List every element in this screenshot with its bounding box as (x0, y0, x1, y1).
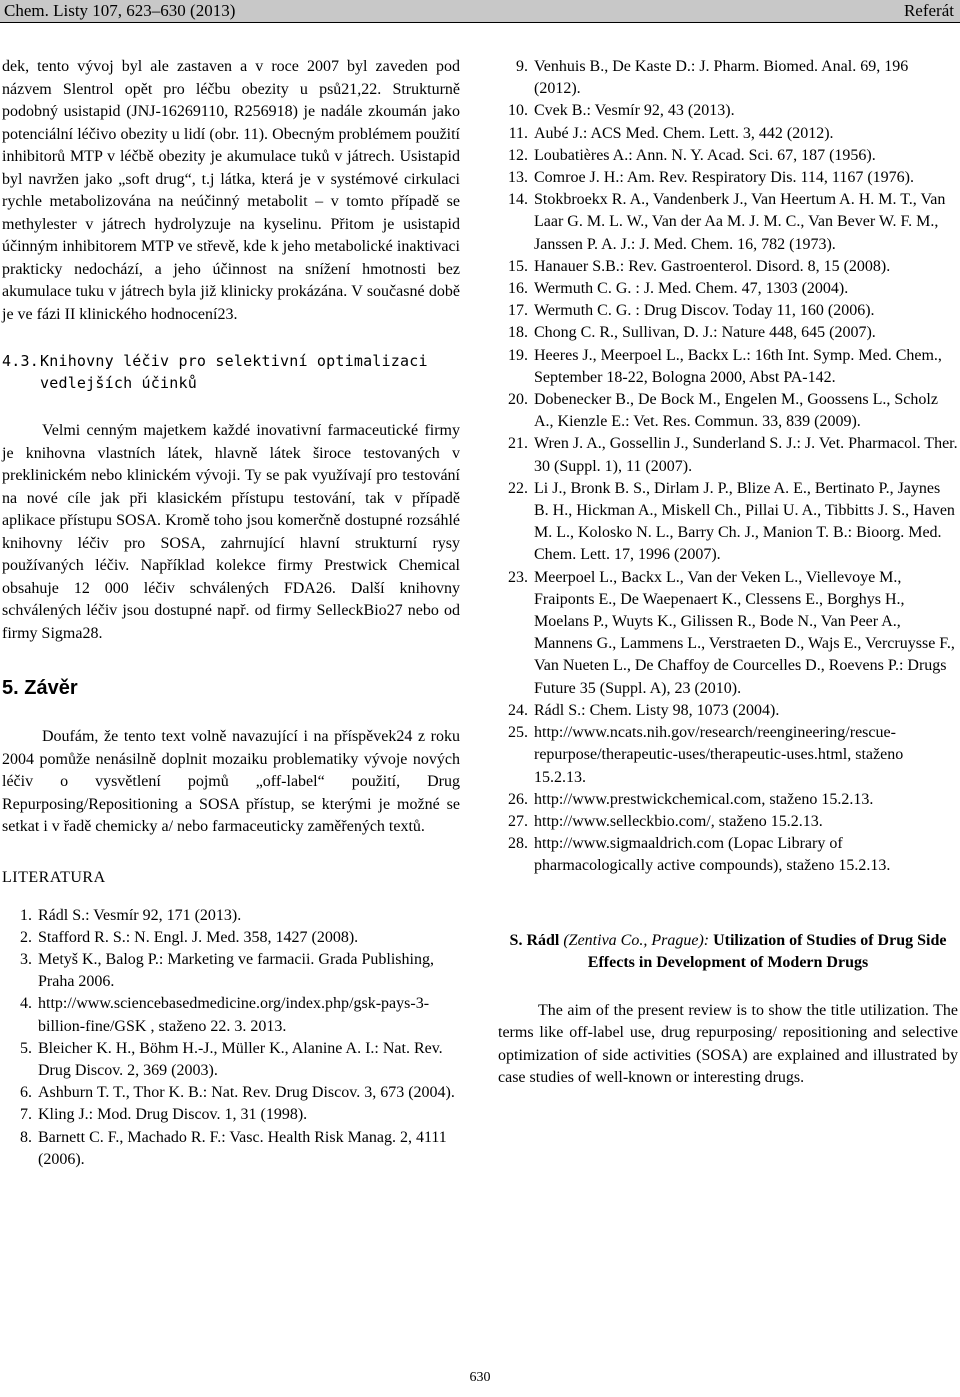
body-paragraph-continued: dek, tento vývoj byl ale zastaven a v roce 2007 byl zaveden pod názvem Slentrol opět pro léčbu obezity u psů21,22. Strukturně podobný usistapid (JNJ-16269110, R256918) je nadále zkoumán jako potenciální léčivo obezity u lidí (obr. 11). Obecným problémem použití inhibitorů MTP v léčbě obezity je akumulace tuků v játrech. Usistapid byl navržen jako „soft drug“, t.j látka, která je v systémové cirkulaci rychle metabolizována na neúčinný metabolit – v tomto případě se methylester v játrech hydrolyzuje na kyselinu. Přitom je usistapid účinným inhibitorem MTP ve střevě, kde k jeho metabolické inaktivaci prakticky nedochází, a jeho účinnost na snížení hmotnosti bez akumulace tuku v játrech byla již klinicky prokázána. V současné době je ve fázi II klinického hodnocení23. (2, 58, 460, 323)
reference-number: 20. (508, 391, 528, 409)
reference-text: Chong C. R., Sullivan, D. J.: Nature 448, 645 (2007). (534, 324, 876, 342)
reference-number: 8. (20, 1128, 32, 1146)
reference-item (498, 433, 958, 477)
reference-number: 6. (20, 1084, 32, 1102)
reference-text: http://www.sigmaaldrich.com (Lopac Library of pharmacologically active compounds), staženo 15.2.13. (534, 835, 891, 875)
section-heading-4-3 (2, 350, 460, 394)
reference-list-left (2, 905, 460, 1171)
reference-item (498, 789, 958, 811)
reference-text: http://www.selleckbio.com/, staženo 15.2.13. (534, 812, 823, 830)
reference-item (2, 927, 460, 949)
reference-text: Rádl S.: Chem. Listy 98, 1073 (2004). (534, 701, 780, 719)
reference-number: 1. (20, 906, 32, 924)
reference-number: 18. (508, 324, 528, 342)
conclusion-heading: 5. Závěr (2, 677, 78, 699)
summary-author: S. Rádl (509, 931, 560, 949)
page-number: 630 (469, 1370, 491, 1385)
reference-item (498, 722, 958, 789)
reference-text: Stokbroekx R. A., Vandenberk J., Van Heertum A. H. M. T., Van Laar G. M. L. W., Van der Aa M. J. M. C., Van Bever W. F. M., Janssen P. A. J.: J. Med. Chem. 16, 782 (1973). (534, 191, 946, 253)
reference-item (498, 56, 958, 100)
reference-number: 23. (508, 568, 528, 586)
reference-text: Bleicher K. H., Böhm H.-J., Müller K., Alanine A. I.: Nat. Rev. Drug Discov. 2, 369 (2003). (38, 1039, 443, 1079)
journal-citation: Chem. Listy 107, 623–630 (2013) (4, 1, 236, 20)
reference-item (498, 811, 958, 833)
reference-item (498, 322, 958, 344)
reference-number: 28. (508, 835, 528, 853)
right-column (498, 56, 958, 1090)
reference-text: http://www.sciencebasedmedicine.org/index.php/gsk-pays-3-billion-fine/GSK , staženo 22. 3. 2013. (38, 995, 430, 1035)
reference-item (2, 905, 460, 927)
body-paragraph-libraries: Velmi cenným majetkem každé inovativní farmaceutické firmy je knihovna vlastních látek, hlavně látek široce testovaných v preklinickém nebo klinickém vývoji. Ty se pak využívají pro testování na nové cíle jak při klasickém přístupu testování, tak v případě aplikace přístupu SOSA. Kromě toho jsou komerčně dostupné rozsáhlé knihovny léčiv pro SOSA, zahrnující hlavní strukturní rysy používaných léčiv. Například kolekce firmy Prestwick Chemical obsahuje 12 000 léčiv schválených FDA26. Další knihovny schválených léčiv jsou dostupné např. od firmy SelleckBio27 nebo od firmy Sigma28. (2, 422, 460, 642)
reference-text: Rádl S.: Vesmír 92, 171 (2013). (38, 906, 242, 924)
article-type: Referát (903, 1, 954, 20)
reference-number: 19. (508, 346, 528, 364)
running-header (0, 0, 960, 23)
reference-number: 7. (20, 1106, 32, 1124)
summary-affiliation: (Zentiva Co., Prague): (563, 931, 710, 949)
reference-item (2, 1104, 460, 1126)
left-column (2, 56, 460, 1171)
reference-number: 13. (508, 169, 528, 187)
reference-number: 25. (508, 724, 528, 742)
reference-number: 16. (508, 280, 528, 298)
english-summary-heading (498, 930, 958, 974)
reference-text: Stafford R. S.: N. Engl. J. Med. 358, 1427 (2008). (38, 928, 359, 946)
reference-item (498, 189, 958, 256)
english-summary-text: The aim of the present review is to show the title utilization. The terms like off-label use, drug repurposing/ repositioning and selective optimization of side activities (SOSA) are explained and illustrated by case studies of well-known or interesting drugs. (498, 1001, 958, 1087)
reference-item (498, 567, 958, 700)
reference-number: 14. (508, 191, 528, 209)
reference-text: Venhuis B., De Kaste D.: J. Pharm. Biomed. Anal. 69, 196 (2012). (534, 58, 909, 98)
reference-text: Barnett C. F., Machado R. F.: Vasc. Health Risk Manag. 2, 4111 (2006). (38, 1128, 447, 1168)
reference-item (498, 145, 958, 167)
reference-text: Loubatières A.: Ann. N. Y. Acad. Sci. 67, 187 (1956). (534, 146, 876, 164)
reference-number: 3. (20, 950, 32, 968)
reference-text: Wermuth C. G. : J. Med. Chem. 47, 1303 (2004). (534, 280, 849, 298)
section-title-line2: vedlejších účinků (40, 374, 197, 392)
reference-number: 9. (516, 58, 528, 75)
body-paragraph-conclusion: Doufám, že tento text volně navazující i na příspěvek24 z roku 2004 pomůže nenásilně doplnit mozaiku problematiky vývoje nových léčiv o vysvětlení pojmů „off-label“ použití, Drug Repurposing/Repositioning a SOSA přístup, se kterými je možné se setkat i v řadě chemicky a/ nebo farmaceuticky zaměřených textů. (2, 728, 460, 835)
reference-text: Meerpoel L., Backx L., Van der Veken L., Viellevoye M., Fraiponts E., De Waepenaert K., Clessens E., Borghys H., Moelans P., Wuyts K., Gilissen R., Bode N., Van Peer A., Mannens G., Lammens L., Verstraeten D., Wajs E., Vercruysse F., Van Nueten L., De Chaffoy de Courcelles D., Roevens P.: Drugs Future 35 (Suppl. A), 23 (2010). (534, 568, 955, 697)
reference-item (498, 478, 958, 567)
reference-item (2, 1082, 460, 1104)
reference-text: Wren J. A., Gossellin J., Sunderland S. J.: J. Vet. Pharmacol. Ther. 30 (Suppl. 1), 11 (2007). (534, 435, 958, 475)
reference-number: 26. (508, 790, 528, 808)
reference-text: http://www.prestwickchemical.com, staženo 15.2.13. (534, 790, 874, 808)
reference-item (2, 1038, 460, 1082)
reference-text: Heeres J., Meerpoel L., Backx L.: 16th Int. Symp. Med. Chem., September 18-22, Bologna 2000, Abst PA-142. (534, 346, 942, 386)
reference-number: 10. (508, 102, 528, 120)
reference-text: Li J., Bronk B. S., Dirlam J. P., Blize A. E., Bertinato P., Jaynes B. H., Hickman A., Miskell Ch., Pillai U. A., Tibbitts J. S., Haven M. L., Kolosko N. L., Barry Ch. J., Manion T. B.: Bioorg. Med. Chem. Lett. 17, 1996 (2007). (534, 479, 955, 564)
reference-item (2, 949, 460, 993)
reference-text: Cvek B.: Vesmír 92, 43 (2013). (534, 102, 735, 120)
reference-text: Comroe J. H.: Am. Rev. Respiratory Dis. 114, 1167 (1976). (534, 169, 914, 187)
reference-number: 11. (508, 124, 528, 142)
reference-item (498, 100, 958, 122)
reference-number: 27. (508, 812, 528, 830)
reference-number: 5. (20, 1039, 32, 1057)
reference-item (498, 123, 958, 145)
reference-item (498, 300, 958, 322)
reference-list-right (498, 56, 958, 878)
summary-title: Utilization of Studies of Drug Side Effects in Development of Modern Drugs (587, 931, 947, 971)
reference-item (498, 278, 958, 300)
section-title-line1: Knihovny léčiv pro selektivní optimalizaci (40, 352, 428, 370)
reference-number: 12. (508, 146, 528, 164)
reference-number: 22. (508, 479, 528, 497)
reference-number: 4. (20, 995, 32, 1013)
reference-text: Dobenecker B., De Bock M., Engelen M., Goossens L., Scholz A., Kienzle E.: Vet. Res. Commun. 33, 839 (2009). (534, 391, 938, 431)
section-number: 4.3. (2, 352, 39, 370)
reference-item (498, 167, 958, 189)
reference-item (2, 993, 460, 1037)
reference-text: Aubé J.: ACS Med. Chem. Lett. 3, 442 (2012). (534, 124, 834, 142)
references-heading: LITERATURA (2, 868, 106, 886)
reference-item (498, 389, 958, 433)
reference-item (498, 345, 958, 389)
reference-number: 2. (20, 928, 32, 946)
reference-item (2, 1127, 460, 1171)
reference-item (498, 256, 958, 278)
reference-number: 17. (508, 302, 528, 320)
reference-item (498, 833, 958, 877)
reference-text: Kling J.: Mod. Drug Discov. 1, 31 (1998). (38, 1106, 308, 1124)
reference-text: Wermuth C. G. : Drug Discov. Today 11, 160 (2006). (534, 302, 875, 320)
reference-text: Ashburn T. T., Thor K. B.: Nat. Rev. Drug Discov. 3, 673 (2004). (38, 1084, 455, 1102)
reference-text: http://www.ncats.nih.gov/research/reengineering/rescue-repurpose/therapeutic-uses/therapeutic-uses.html, staženo 15.2.13. (534, 724, 904, 786)
reference-text: Metyš K., Balog P.: Marketing ve farmacii. Grada Publishing, Praha 2006. (38, 950, 434, 991)
reference-number: 15. (508, 257, 528, 275)
reference-item (498, 700, 958, 722)
reference-text: Hanauer S.B.: Rev. Gastroenterol. Disord. 8, 15 (2008). (534, 257, 891, 275)
reference-number: 21. (508, 435, 528, 453)
reference-number: 24. (508, 701, 528, 719)
